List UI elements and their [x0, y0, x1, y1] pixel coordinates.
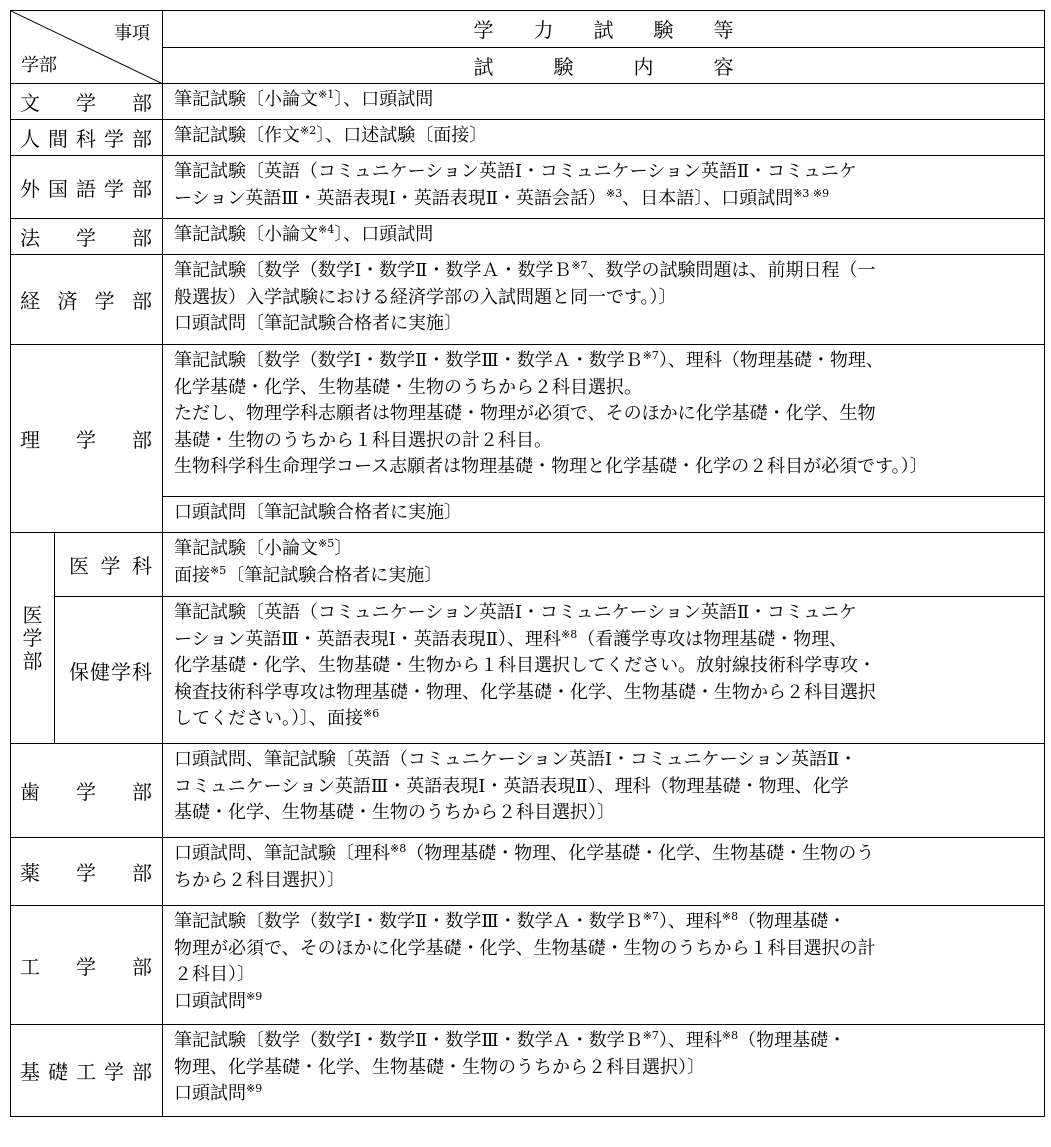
- footnote-mark: ※6: [363, 707, 380, 720]
- row-kiso: [11, 1025, 1045, 1117]
- footnote-mark: ※8: [390, 842, 407, 855]
- content-line: ちから２科目選択）〕: [174, 869, 345, 891]
- exam-content: [163, 838, 1045, 906]
- content-line: 面接$^{※5}$〔筆記試験合格者に実施〕: [174, 563, 443, 586]
- footnote-mark: ※7: [642, 349, 659, 362]
- content-line: 筆記試験〔英語（コミュニケーション英語Ⅰ・コミュニケーション英語Ⅱ・コミュニケ: [174, 161, 857, 182]
- row-gaikoku: [11, 156, 1045, 219]
- footnote-mark: ※7: [642, 1029, 659, 1042]
- content-line: 筆記試験〔数学（数学Ⅰ・数学Ⅱ・数学Ⅲ・数学Ａ・数学Ｂ$^{※7}$）、理科$^{※8}$（物理基礎・: [174, 1029, 847, 1051]
- exam-content: [163, 1025, 1045, 1117]
- content-line: 生物科学科生命理学コース志願者は物理基礎・物理と化学基礎・化学の２科目が必須です。）〕: [174, 456, 928, 477]
- dept-name: 文学部: [11, 84, 163, 120]
- row-rigaku-oral: [11, 497, 1045, 533]
- content-line: 筆記試験〔数学（数学Ⅰ・数学Ⅱ・数学Ａ・数学Ｂ$^{※7}$、数学の試験問題は、前期日程（一: [174, 259, 876, 281]
- footnote-mark: ※3 ※9: [793, 186, 830, 200]
- footnote-mark: ※4: [318, 223, 335, 236]
- exam-content: [163, 120, 1045, 156]
- exam-content: [163, 156, 1045, 219]
- dept-name: 外国語学部: [11, 156, 163, 219]
- footnote-mark: ※9: [246, 989, 263, 1003]
- content-line: 基礎・化学、生物基礎・生物のうちから２科目選択）〕: [174, 802, 615, 823]
- dept-name: 経済学部: [11, 255, 163, 345]
- exam-content: [163, 219, 1045, 255]
- content-line: 化学基礎・化学、生物基礎・生物から１科目選択してください。放射線技術科学専攻・: [174, 655, 876, 676]
- content-line: 筆記試験〔数学（数学Ⅰ・数学Ⅱ・数学Ⅲ・数学Ａ・数学Ｂ$^{※7}$）、理科$^{※8}$（物理基礎・: [174, 910, 847, 932]
- dept-name: 基礎工学部: [11, 1025, 163, 1117]
- content-line: ２科目）〕: [174, 964, 255, 985]
- row-keizai: [11, 255, 1045, 345]
- content-line: 筆記試験〔作文$^{※2}$〕、口述試験〔面接〕: [174, 124, 488, 146]
- content-line: 口頭試問、筆記試験〔英語（コミュニケーション英語Ⅰ・コミュニケーション英語Ⅱ・: [174, 749, 858, 770]
- header-title-content: 試 験 内 容: [163, 47, 1045, 84]
- footnote-mark: ※3: [605, 186, 623, 200]
- content-line: 基礎・生物のうちから１科目選択の計２科目。: [174, 429, 552, 451]
- footnote-mark: ※2: [300, 124, 317, 137]
- content-line: 口頭試問$^{※9}$: [174, 1082, 263, 1104]
- footnote-mark: ※5: [210, 563, 227, 577]
- content-line: 口頭試問〔筆記試験合格者に実施〕: [174, 313, 462, 334]
- content-line: コミュニケーション英語Ⅲ・英語表現Ⅰ・英語表現Ⅱ）、理科（物理基礎・物理、化学: [174, 775, 849, 797]
- dept-name: 薬学部: [11, 838, 163, 906]
- row-igaku-igakuka: [11, 533, 1045, 597]
- content-line: 物理、化学基礎・化学、生物基礎・生物のうちから２科目選択）〕: [174, 1056, 705, 1078]
- exam-table: [10, 10, 1045, 1117]
- footnote-mark: ※8: [721, 910, 739, 923]
- content-line: 物理が必須で、そのほかに化学基礎・化学、生物基礎・生物のうちから１科目選択の計: [174, 937, 876, 959]
- content-line: 筆記試験〔小論文$^{※1}$〕、口頭試問: [174, 88, 434, 110]
- row-igaku-hoken: [11, 597, 1045, 744]
- sub-dept-name: 保健学科: [55, 597, 163, 744]
- row-bungaku: [11, 84, 1045, 120]
- row-yakugaku: [11, 838, 1045, 906]
- header-corner-cell: [11, 11, 163, 84]
- row-shigaku: [11, 744, 1045, 838]
- exam-content-oral: [163, 497, 1045, 533]
- dept-name: 工学部: [11, 906, 163, 1025]
- dept-name: 人間科学部: [11, 120, 163, 156]
- content-line: 筆記試験〔英語（コミュニケーション英語Ⅰ・コミュニケーション英語Ⅱ・コミュニケ: [174, 602, 857, 623]
- exam-content: [163, 597, 1045, 744]
- footnote-mark: ※8: [721, 1029, 739, 1042]
- content-line: 般選抜）入学試験における経済学部の入試問題と同一です。）〕: [174, 286, 677, 308]
- dept-name: 理学部: [11, 345, 163, 533]
- exam-content: [163, 906, 1045, 1025]
- corner-label-item: 事項: [114, 23, 150, 44]
- content-line: 口頭試問〔筆記試験合格者に実施〕: [174, 502, 462, 523]
- sub-dept-name: 医学科: [55, 533, 163, 597]
- footnote-mark: ※5: [318, 537, 335, 550]
- footnote-mark: ※7: [642, 910, 659, 923]
- footnote-mark: ※8: [560, 627, 578, 641]
- header-title-exam: 学 力 試 験 等: [163, 11, 1045, 48]
- content-line: してください。）〕、面接$^{※6}$: [174, 707, 380, 729]
- footnote-mark: ※1: [318, 88, 335, 101]
- content-line: 筆記試験〔数学（数学Ⅰ・数学Ⅱ・数学Ⅲ・数学Ａ・数学Ｂ$^{※7}$）、理科（物理基礎・物理、: [174, 349, 884, 371]
- content-line: ただし、物理学科志願者は物理基礎・物理が必須で、そのほかに化学基礎・化学、生物: [174, 403, 876, 424]
- row-hou: [11, 219, 1045, 255]
- row-rigaku: [11, 345, 1045, 497]
- exam-content: [163, 533, 1045, 597]
- footnote-mark: ※9: [246, 1082, 263, 1095]
- content-line: ーション英語Ⅲ・英語表現Ⅰ・英語表現Ⅱ・英語会話）$^{※3}$、日本語〕、口頭試問$^{※3 ※9}$: [174, 186, 830, 209]
- exam-content: [163, 744, 1045, 838]
- exam-content: [163, 84, 1045, 120]
- exam-content: [163, 345, 1045, 497]
- footnote-mark: ※7: [571, 259, 588, 272]
- content-line: ーション英語Ⅲ・英語表現Ⅰ・英語表現Ⅱ）、理科$^{※8}$（看護学専攻は物理基礎・物理、: [174, 627, 848, 650]
- content-line: 筆記試験〔小論文$^{※4}$〕、口頭試問: [174, 223, 434, 245]
- content-line: 検査技術科学専攻は物理基礎・物理、化学基礎・化学、生物基礎・生物から２科目選択: [174, 681, 876, 703]
- dept-name: 歯学部: [11, 744, 163, 838]
- dept-name: 法学部: [11, 219, 163, 255]
- content-line: 口頭試問$^{※9}$: [174, 989, 263, 1012]
- content-line: 筆記試験〔小論文$^{※5}$〕: [174, 537, 353, 559]
- corner-label-faculty: 学部: [21, 55, 57, 76]
- dept-name-vertical: 医 学 部: [11, 533, 55, 744]
- row-ningen: [11, 120, 1045, 156]
- content-line: 口頭試問、筆記試験〔理科$^{※8}$（物理基礎・物理、化学基礎・化学、生物基礎・生物のう: [174, 842, 875, 864]
- exam-content: [163, 255, 1045, 345]
- content-line: 化学基礎・化学、生物基礎・生物のうちから２科目選択。: [174, 376, 642, 398]
- row-kougaku: [11, 906, 1045, 1025]
